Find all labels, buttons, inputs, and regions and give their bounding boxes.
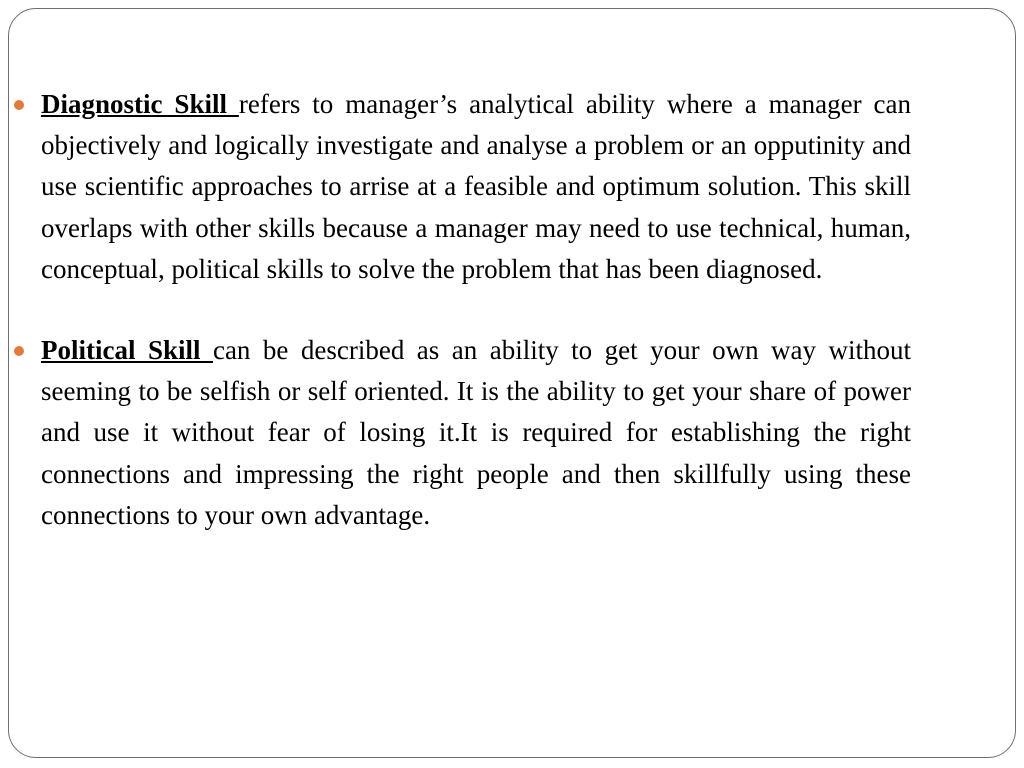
term-political-skill: Political Skill bbox=[41, 335, 213, 366]
slide-content bbox=[41, 84, 911, 536]
bullet-dot-icon bbox=[14, 346, 24, 356]
definition-political-skill: can be described as an ability to get your own way without seeming to be selfish or self oriented. It is the ability to get your share of power and use it without fear of losing it.It is required for establishing the right connections and impressing the right people and then skillfully using these connections to your own advantage. bbox=[41, 335, 911, 530]
term-diagnostic-skill: Diagnostic Skill bbox=[41, 89, 239, 119]
bullet-item-political-skill bbox=[41, 330, 911, 536]
bullet-dot-icon bbox=[14, 100, 24, 110]
definition-diagnostic-skill: refers to manager’s analytical ability where a manager can objectively and logically investigate and analyse a problem or an opputinity and use scientific approaches to arrise at a feasible and optimum solution. This skill overlaps with other skills because a manager may need to use technical, human, conceptual, political skills to solve the problem that has been diagnosed. bbox=[41, 89, 911, 284]
bullet-item-diagnostic-skill bbox=[41, 84, 911, 290]
